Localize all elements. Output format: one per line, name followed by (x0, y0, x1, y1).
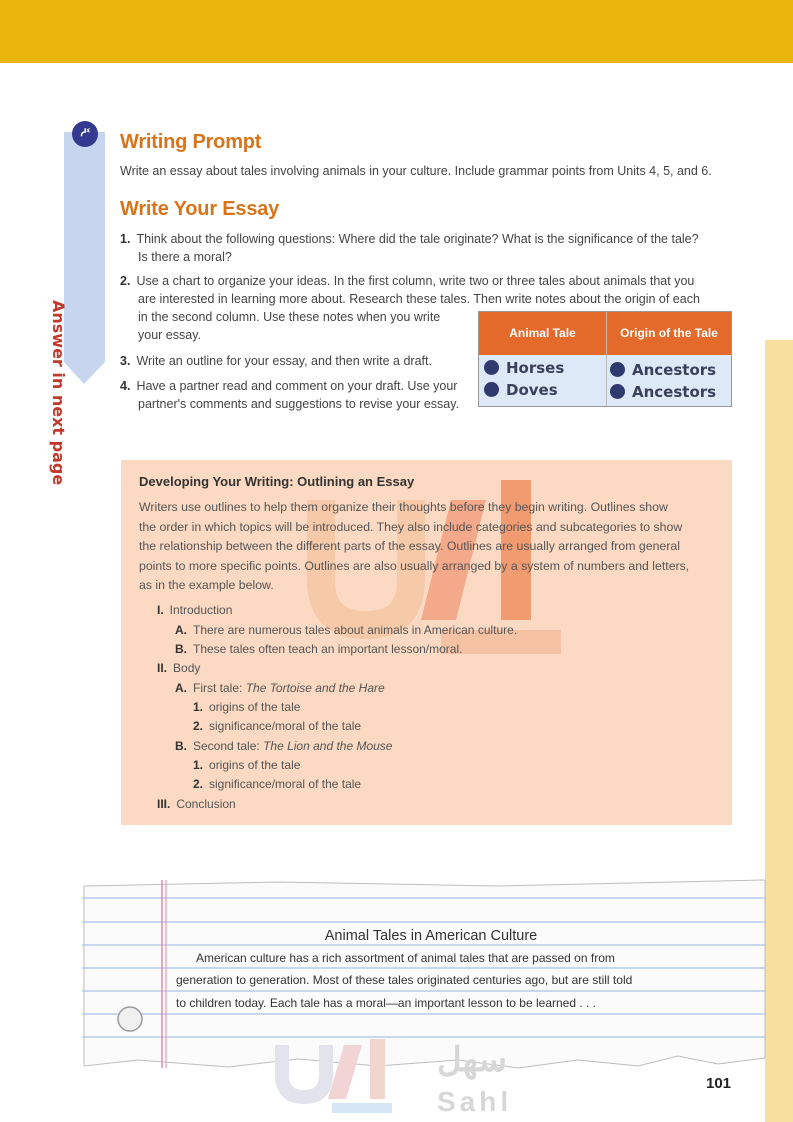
outline-item: III. Conclusion (157, 797, 236, 811)
outline-item: 2. significance/moral of the tale (193, 777, 362, 791)
bullet-icon (484, 382, 499, 397)
page-number: 101 (706, 1075, 732, 1092)
outline-item: 1. origins of the tale (193, 758, 301, 772)
outline-item: I. Introduction (157, 603, 233, 617)
outline-item: II. Body (157, 661, 201, 675)
step-1: 1. Think about the following questions: Where did the tale originate? What is the significance of the tale? Is there a moral? (120, 232, 699, 264)
chart-row-1-tale: Horses (484, 359, 564, 377)
write-essay-heading: Write Your Essay (120, 198, 280, 220)
side-tab-label: Answer in next page (49, 300, 68, 486)
chart-row-2-origin: Ancestors (610, 383, 716, 401)
chart-col-animal-tale: Animal Tale (509, 326, 576, 340)
outline-item: 2. significance/moral of the tale (193, 719, 362, 733)
side-tab-shape (64, 132, 105, 384)
bullet-icon (484, 360, 499, 375)
animal-tale-chart (478, 311, 732, 407)
chart-column-divider (606, 312, 607, 406)
outline-item: B. These tales often teach an important lesson/moral. (175, 642, 463, 656)
writing-prompt-text: Write an essay about tales involving animals in your culture. Include grammar points from Units 4, 5, and 6. (120, 164, 712, 178)
developing-writing-box (121, 460, 732, 825)
chart-header (479, 312, 731, 355)
chart-row-1-origin: Ancestors (610, 361, 716, 379)
outline-item: A. First tale: The Tortoise and the Hare (175, 681, 385, 695)
outline-item: B. Second tale: The Lion and the Mouse (175, 739, 393, 753)
outline-item: A. There are numerous tales about animals in American culture. (175, 623, 518, 637)
chart-col-origin: Origin of the Tale (620, 326, 718, 340)
developing-paragraph: Writers use outlines to help them organize their thoughts before they begin writing. Outlines show the order in which topics will be introduced. They also include categories and subcategories to show the relationship between the different parts of the essay. Outlines are usually arranged from general points to more specific points. Outlines are also usually arranged by a system of numbers and letters, as in the example below. (139, 500, 690, 593)
outline-item: 1. origins of the tale (193, 700, 301, 714)
answer-side-tab[interactable] (49, 132, 105, 486)
essay-line: American culture has a rich assortment of animal tales that are passed on from (196, 951, 615, 965)
essay-line: to children today. Each tale has a moral—an important lesson to be learned . . . (176, 996, 597, 1010)
bullet-icon (610, 384, 625, 399)
sahl-watermark-icon (272, 1035, 442, 1115)
watermark-arabic: سهل (437, 1041, 507, 1079)
chart-row-2-tale: Doves (484, 381, 558, 399)
step-4: 4. Have a partner read and comment on your draft. Use your partner's comments and suggestions to revise your essay. (120, 379, 460, 411)
developing-title: Developing Your Writing: Outlining an Essay (139, 474, 415, 489)
step-3: 3. Write an outline for your essay, and then write a draft. (120, 354, 432, 368)
writing-prompt-heading: Writing Prompt (120, 131, 262, 153)
essay-line: generation to generation. Most of these tales originated centuries ago, but are still told (176, 973, 633, 987)
top-banner (0, 0, 793, 63)
bullet-icon (610, 362, 625, 377)
essay-title: Animal Tales in American Culture (324, 928, 538, 944)
step-2: 2. Use a chart to organize your ideas. In the first column, write two or three tales about animals that you are interested in learning more about. Research these tales. Then write notes about the origin of each in the second column. Use these notes when you write your essay. (120, 274, 700, 342)
logo-icon: ᓱᓫ (72, 121, 98, 147)
watermark-latin: Sahl (437, 1086, 513, 1117)
right-margin-strip (765, 340, 793, 1122)
